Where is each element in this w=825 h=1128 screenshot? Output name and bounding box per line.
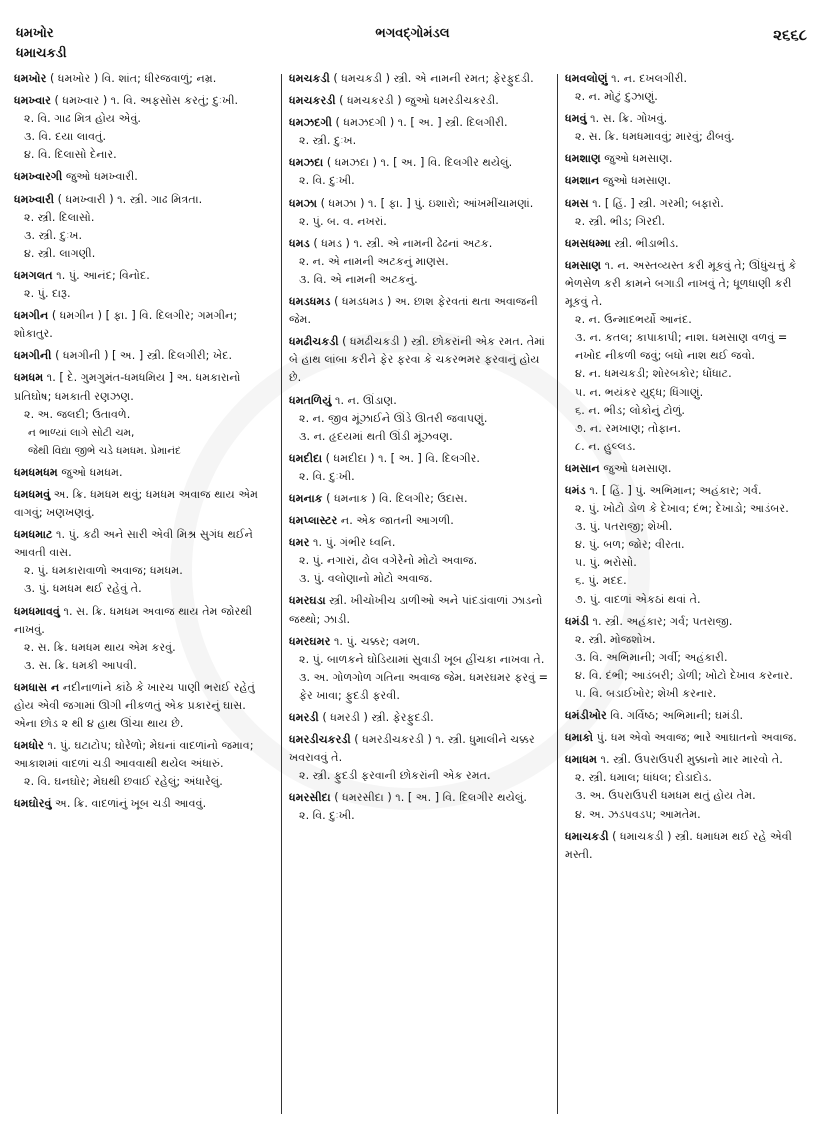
headword: ધમઘોરવું [14, 797, 52, 811]
sense: ૨. પું. નગારાં, ઢોલ વગેરેનો મોટો અવાજ. [299, 554, 478, 568]
book-title: ભગવદ્ગોમંડલ [375, 26, 450, 41]
dictionary-entry [565, 172, 817, 190]
sense: ૨. ન. જીવ મૂંઝાઈને ઊંડે ઊતરી જવાપણું. [299, 411, 488, 425]
headword: ધમચકડી [289, 72, 330, 85]
sense: ૨. સ્ત્રી. ભીડ; ગિરદી. [575, 214, 666, 228]
headword: ધમાચકડી [565, 829, 609, 843]
headword: ધમધમ [14, 371, 44, 385]
sense: ૩. અ. ઉપરાઉપરી ધમધમ થતું હોય તેમ. [575, 789, 756, 803]
dictionary-entry [565, 70, 817, 106]
headword: ધમઝા [289, 196, 318, 210]
dictionary-entry [565, 235, 817, 253]
dictionary-entry [565, 482, 817, 609]
sense: ૨. વિ. દુઃખી. [299, 469, 355, 483]
definition: નદીનાળાંને કાંઠે કે ખારચ પાણી ભરાઈ રહેતું હોય એવી જગામાં ઊગી નીકળતું એક પ્રકારનું ઘાસ. એના છોડ ૨ થી ૪ હાથ ઊંચા થાય છે. [14, 680, 255, 731]
definition: ( ધમરડી ) સ્ત્રી. ફેરફુદડી. [322, 711, 434, 724]
sense: ૨. સ્ત્રી. ફુદડી ફરવાની છોકરાંની એક રમત. [299, 769, 491, 783]
headword: ધમખ્વાર [14, 94, 51, 108]
definition: ( ધમદીદા ) ૧. [ અ. ] વિ. દિલગીર. [325, 451, 480, 465]
sense: ૩. વિ. અભિમાની; ગર્વી; અહંકારી. [575, 650, 728, 664]
headword: ધમરસીદા [289, 791, 331, 805]
sense: ૨. સ્ત્રી. દિલાસો. [24, 210, 95, 224]
sense: ૨. સ્ત્રી. ધમાલ; ધાંધલ; દોડાદોડ. [575, 771, 712, 785]
headword: ધમવું [565, 112, 587, 126]
headword: ધમરઘડા [289, 594, 326, 608]
definition: ૧. પું. ઘટાટોપ; ઘોરેળો; મેઘનાં વાદળાંનો જમાવ; આકાશમાં વાદળાં ચડી આવવાથી થયેલ અંધારું. [14, 739, 254, 771]
sense: ૭. ન. રમખાણ; તોફાન. [575, 421, 681, 435]
headword: ધમધાસ ન [14, 680, 60, 694]
sense: ૩. પું. વલોણાનો મોટો અવાજ. [299, 572, 433, 586]
headword: ધમશાન [565, 174, 600, 188]
dictionary-entry [289, 92, 549, 110]
sense: ૪. વિ. દંભી; આડંબરી; ડોળી; ખોટો દેખાવ કરનાર. [575, 668, 793, 682]
dictionary-entry [14, 526, 272, 598]
headword: ધમઢીચકડી [289, 335, 339, 349]
headword: ધમઝદગી [289, 116, 332, 130]
sense: ૬. પું. મદદ. [575, 574, 627, 588]
dictionary-entry [14, 795, 272, 813]
sense: ૨. ન. મોટું દુઝાણું. [575, 90, 658, 104]
column-3 [565, 70, 817, 1120]
definition: ૧. સ. ક્રિ. ધમધમ અવાજ થાય તેમ જોરથી નાખવું. [14, 604, 253, 636]
page-header [0, 0, 825, 70]
dictionary-entry [289, 709, 549, 727]
headword: ધમચકરડી [289, 94, 336, 108]
sense: ૪. ન. ધમચકડી; શોરબકોર; ધોંધાટ. [575, 367, 732, 381]
definition: જુઓ ધમસાણ. [602, 174, 671, 188]
headword: ધમડધમડ [289, 295, 331, 309]
dictionary-columns [14, 70, 814, 1120]
definition: અ. ક્રિ. ધમધમ થવું; ધમધમ અવાજ થાય એમ વાગવું; ખણખણવું. [14, 487, 259, 520]
definition: ન. એક જાતની આગળી. [340, 514, 454, 528]
dictionary-entry [14, 70, 272, 88]
sense: ૨. ન. એ નામની અટકનું માણસ. [299, 254, 449, 268]
definition: ( ધમખ્વાર ) ૧. વિ. અફસોસ કરતું; દુઃખી. [54, 94, 239, 108]
dictionary-entry [289, 195, 549, 231]
definition: ( ધમચકરડી ) જુઓ ધમરડીચકરડી. [339, 94, 499, 108]
sense: ૩. ન. કતલ; કાપાકાપી; નાશ. ધમસાણ વળવું = નખોદ નીકળી જવું; બધો નાશ થઈ જવો. [575, 331, 788, 363]
sense: ૨. પું. બ. વ. નખરાં. [299, 214, 387, 228]
sense: ૨. પું. દારૂ. [24, 287, 71, 301]
sense: ૪. અ. ઝડપવડપ; આમતેમ. [575, 807, 701, 821]
dictionary-entry [14, 679, 272, 733]
definition: ( ધમઝદગી ) ૧. [ અ. ] સ્ત્રી. દિલગીરી. [335, 116, 508, 130]
dictionary-entry [289, 490, 549, 508]
sense: ૨. વિ. ઘનઘોર; મેઘથી છવાઈ રહેલું; અંધારેલું. [24, 775, 223, 789]
dictionary-entry [289, 333, 549, 387]
sense: ૩. વિ. દયા લાવતું. [24, 130, 107, 144]
headword: ધમશાણ [565, 152, 601, 166]
sense: ૨. સ. ક્રિ. ધમધમાવવું; મારવું; ઢીબવું. [575, 130, 735, 144]
sense: ૩. ન. હૃદયમાં થતી ઊંડી મૂંઝવણ. [299, 429, 453, 443]
dictionary-entry [289, 731, 549, 785]
dictionary-entry [565, 751, 817, 823]
definition: જુઓ ધમધમ. [61, 465, 123, 479]
definition: વિ. ગર્વિષ્ઠ; અભિમાની; ઘમંડી. [610, 709, 744, 723]
dictionary-entry [289, 114, 549, 150]
sense: ૪. પું. બળ; જોર; વીરતા. [575, 538, 685, 552]
headword: ધમસાન [565, 461, 600, 475]
dictionary-entry [565, 707, 817, 725]
dictionary-entry [565, 729, 817, 747]
headword: ધમધમાવવું [14, 604, 60, 618]
sense: ૫. પું. ભરોસો. [575, 556, 637, 570]
dictionary-entry [289, 70, 549, 88]
headword: ધમપ્લાસ્ટર [289, 514, 338, 528]
dictionary-entry [14, 168, 272, 186]
headword: ધમડ [289, 236, 310, 250]
headword: ધમધમાટ [14, 528, 53, 542]
dictionary-entry [289, 534, 549, 588]
dictionary-entry [14, 603, 272, 675]
dictionary-entry [14, 347, 272, 365]
headword: ધમરડીચકરડી [289, 733, 351, 747]
definition: ( ધમચકડી ) સ્ત્રી. એ નામની રમત; ફેરફુદડી. [333, 72, 534, 85]
column-2 [289, 70, 549, 1120]
sense: ૨. પું. ધમકારાવાળો અવાજ; ધમધમ. [24, 564, 183, 578]
headword: ધમગીન [14, 309, 49, 323]
dictionary-entry [565, 613, 817, 703]
headword: ધમાધમ [565, 753, 597, 767]
definition: ( ધમાચકડી ) સ્ત્રી. ધમાધમ થઈ રહે એવી મસ્તી. [565, 829, 792, 861]
headword: ધમરડી [289, 711, 319, 724]
definition: ( ધમઝદા ) ૧. [ અ. ] વિ. દિલગીર થયેલું. [326, 156, 513, 170]
headword: ધમંડીખોર [565, 709, 607, 723]
dictionary-entry [14, 737, 272, 791]
definition: ૧. પું. ગંભીર ધ્વનિ. [312, 536, 396, 550]
definition: ( ધમનાક ) વિ. દિલગીર; ઉદાસ. [326, 491, 468, 505]
definition: ૧. પું. આનંદ; વિનોદ. [56, 268, 150, 282]
definition: ( ધમઝા ) ૧. [ ફા. ] પું. ઇશારો; આંખમીંચામણાં. [320, 196, 534, 210]
headword: ધમસાણ [565, 258, 602, 272]
definition: ( ધમરડીચકરડી ) ૧. સ્ત્રી. ધુમાલીને ચક્કર ખવરાવવું તે. [289, 733, 535, 765]
sense: ૪. વિ. દિલાસો દેનાર. [24, 148, 117, 162]
dictionary-entry [565, 150, 817, 168]
headword: ધમસ [565, 196, 589, 210]
sense: ૩. પું. પતરાજી; શેખી. [575, 520, 673, 534]
headword: ધમતળિયું [289, 393, 332, 407]
dictionary-entry [289, 450, 549, 486]
headword: ધમરઘમર [289, 634, 331, 648]
dictionary-entry [289, 789, 549, 825]
headword: ધમદીદા [289, 451, 323, 465]
dictionary-entry [565, 195, 817, 231]
definition: ૧. [ હિં. ] પું. અભિમાન; અહંકાર; ગર્વ. [589, 483, 762, 497]
definition: ( ધમડ ) ૧. સ્ત્રી. એ નામની ઢેઢનાં અટક. [313, 236, 493, 250]
headword: ધમખોર [14, 72, 47, 85]
quotation-line: જેથી વિદ્યા જીભે ચડે ધમધમ. પ્રેમાનંદ [28, 444, 181, 457]
dictionary-entry [14, 191, 272, 263]
sense: ૨. વિ. દુઃખી. [299, 174, 355, 188]
definition: ૧. [ દે. ગુમગુમંત-ધમધમિય ] અ. ધમકારાનો પ્રતિઘોષ; ધમકાતી રણઝણ. [14, 371, 241, 403]
sense: ૮. ન. હુલ્લડ. [575, 439, 636, 453]
column-divider [557, 74, 558, 1114]
headword: ધમગલત [14, 268, 53, 282]
definition: જુઓ ધમખ્વારી. [65, 170, 138, 184]
definition: પું. ધમ એવો અવાજ; ભારે આઘાતનો અવાજ. [596, 731, 797, 745]
definition: જુઓ ધમસાણ. [603, 461, 672, 475]
definition: ૧. સ. ક્રિ. ગોખવું. [590, 112, 668, 126]
definition: ( ધમખ્વારી ) ૧. સ્ત્રી. ગાઢ મિત્રતા. [57, 192, 203, 206]
dictionary-entry [565, 828, 817, 864]
definition: ( ધમખોર ) વિ. શાંત; ધીરજવાળું; નમ્ર. [49, 72, 217, 85]
guideword-last: ધમાચકડી [16, 46, 67, 61]
quotation-line: ન ભાળ્યાં લાગે સોટી ચમ, [28, 426, 135, 439]
definition: ૧. ન. ઊંડાણ. [335, 393, 397, 407]
sense: ૪. સ્ત્રી. લાગણી. [24, 246, 96, 260]
definition: સ્ત્રી. ભીડાભીડ. [614, 236, 679, 250]
dictionary-entry [289, 235, 549, 289]
definition: ૧. પું. ચક્કર; વમળ. [333, 634, 420, 648]
headword: ધમાકો [565, 731, 594, 745]
definition: ૧. સ્ત્રી. અહંકાર; ગર્વ; પતરાજી. [592, 614, 733, 628]
headword: ધમનાક [289, 491, 323, 505]
sense: ૨. વિ. દુઃખી. [299, 809, 355, 823]
definition: જુઓ ધમસાણ. [604, 152, 673, 166]
headword: ધમંડ [565, 483, 586, 497]
sense: ૨. સ. ક્રિ. ધમધમ થાય એમ કરવું. [24, 640, 176, 654]
dictionary-entry [289, 293, 549, 329]
dictionary-entry [565, 110, 817, 146]
sense: ૨. ન. ઉન્માદભર્યો આનંદ. [575, 313, 692, 327]
headword: ધમવલોણું [565, 72, 608, 85]
sense: ૬. ન. ભીડ; લોકોનું ટોળું. [575, 403, 685, 417]
dictionary-entry [289, 392, 549, 446]
sense: ૩. સ્ત્રી. દુઃખ. [24, 228, 83, 242]
column-1 [14, 70, 272, 1120]
sense: ૨. સ્ત્રી. દુઃખ. [299, 134, 357, 148]
dictionary-entry [14, 369, 272, 459]
headword: ધમર [289, 536, 310, 550]
headword: ધમખ્વારગી [14, 170, 63, 184]
definition: સ્ત્રી. ખીચોખીચ ડાળીઓ અને પાંદડાંવાળાં ઝાડનો જથ્થો; ઝાડી. [289, 594, 543, 626]
definition: ( ધમગીની ) [ અ. ] સ્ત્રી. દિલગીરી; ખેદ. [55, 349, 232, 363]
sense: ૨. પું. બાળકને ઘોડિયામાં સુવાડી ખૂબ હીંચકા નાખવા તે. [299, 652, 545, 666]
definition: ( ધમગીન ) [ ફા. ] વિ. દિલગીર; ગમગીન; શોકાતુર. [14, 309, 238, 341]
headword: ધમઝદા [289, 156, 324, 170]
sense: ૨. સ્ત્રી. મોજશોખ. [575, 632, 656, 646]
headword: ધમખ્વારી [14, 192, 55, 206]
dictionary-entry [565, 460, 817, 478]
guideword-first: ધમખોર [16, 26, 54, 41]
sense: ૫. વિ. બડાઈખોર; શેખી કરનાર. [575, 687, 717, 700]
definition: અ. ક્રિ. વાદળાંનું ખૂબ ચડી આવવું. [55, 797, 207, 811]
headword: ધમગીની [14, 349, 52, 363]
dictionary-entry [14, 92, 272, 164]
sense: ૨. વિ. ગાઢ મિત્ર હોય એવું. [24, 112, 141, 126]
page-number: ૨૬૬૮ [773, 26, 807, 44]
dictionary-entry [289, 154, 549, 190]
dictionary-entry [565, 257, 817, 456]
dictionary-entry [14, 486, 272, 522]
definition: ૧. ન. દખલગીરી. [611, 72, 688, 85]
sense: ૭. પું. વાદળાં એકઠાં થવાં તે. [575, 592, 701, 606]
headword: ધમંડી [565, 614, 589, 628]
dictionary-entry [14, 267, 272, 303]
sense: ૨. અ. જલદી; ઉતાવળે. [24, 407, 131, 421]
definition: ૧. પું. કઢી અને સારી એવી મિશ્ર સુગંધ થઈને આવતી વાસ. [14, 528, 253, 560]
definition: ( ધમડધમડ ) અ. છાશ ફેરવતાં થતા અવાજની જેમ. [289, 295, 538, 327]
headword: ધમધોર [14, 739, 44, 753]
sense: ૫. ન. ભયંકર યુદ્ધ; ધિંગાણું. [575, 385, 704, 399]
headword: ધમધમધમ [14, 465, 58, 479]
sense: ૨. પું. ખોટો ડોળ કે દેખાવ; દંભ; દેખાડો; આડંબર. [575, 502, 789, 516]
dictionary-entry [289, 633, 549, 705]
dictionary-entry [14, 307, 272, 343]
definition: ૧. સ્ત્રી. ઉપરાઉપરી મુક્કાનો માર મારવો તે. [600, 753, 783, 767]
headword: ધમધમવું [14, 487, 51, 501]
sense: ૩. વિ. એ નામની અટકનું. [299, 272, 418, 286]
column-divider [281, 74, 282, 1114]
dictionary-entry [14, 464, 272, 482]
definition: ૧. ન. અસ્તવ્યસ્ત કરી મૂકવું તે; ઊંધુંચત્તું કે ભેળસેળ કરી કામને બગાડી નાખવું તે; ધૂળધાણી કરી મૂકવું તે. [565, 258, 797, 309]
sense: ૩. સ. ક્રિ. ધમકી આપવી. [24, 658, 137, 672]
headword: ધમસધમ્મા [565, 236, 611, 250]
definition: ( ધમઢીચકડી ) સ્ત્રી. છોકરાંની એક રમત. તેમાં બે હાથ લાંબા કરીને ફેર ફરવા કે ચકરભમર ફરવાનું હોય છે. [289, 335, 545, 385]
sense: ૩. પું. ધમધમ થઈ રહેવું તે. [24, 582, 142, 596]
definition: ( ધમરસીદા ) ૧. [ અ. ] વિ. દિલગીર થયેલું. [334, 791, 527, 805]
dictionary-entry [289, 592, 549, 628]
definition: ૧. [ હિં. ] સ્ત્રી. ગરમી; બફારો. [592, 196, 724, 210]
dictionary-entry [289, 512, 549, 530]
sense: ૩. અ. ગોળગોળ ગતિના અવાજ જેમ. ધમરઘમર ફરવું = ફેર ખાવા; ફુદડી ફરવી. [299, 670, 549, 702]
